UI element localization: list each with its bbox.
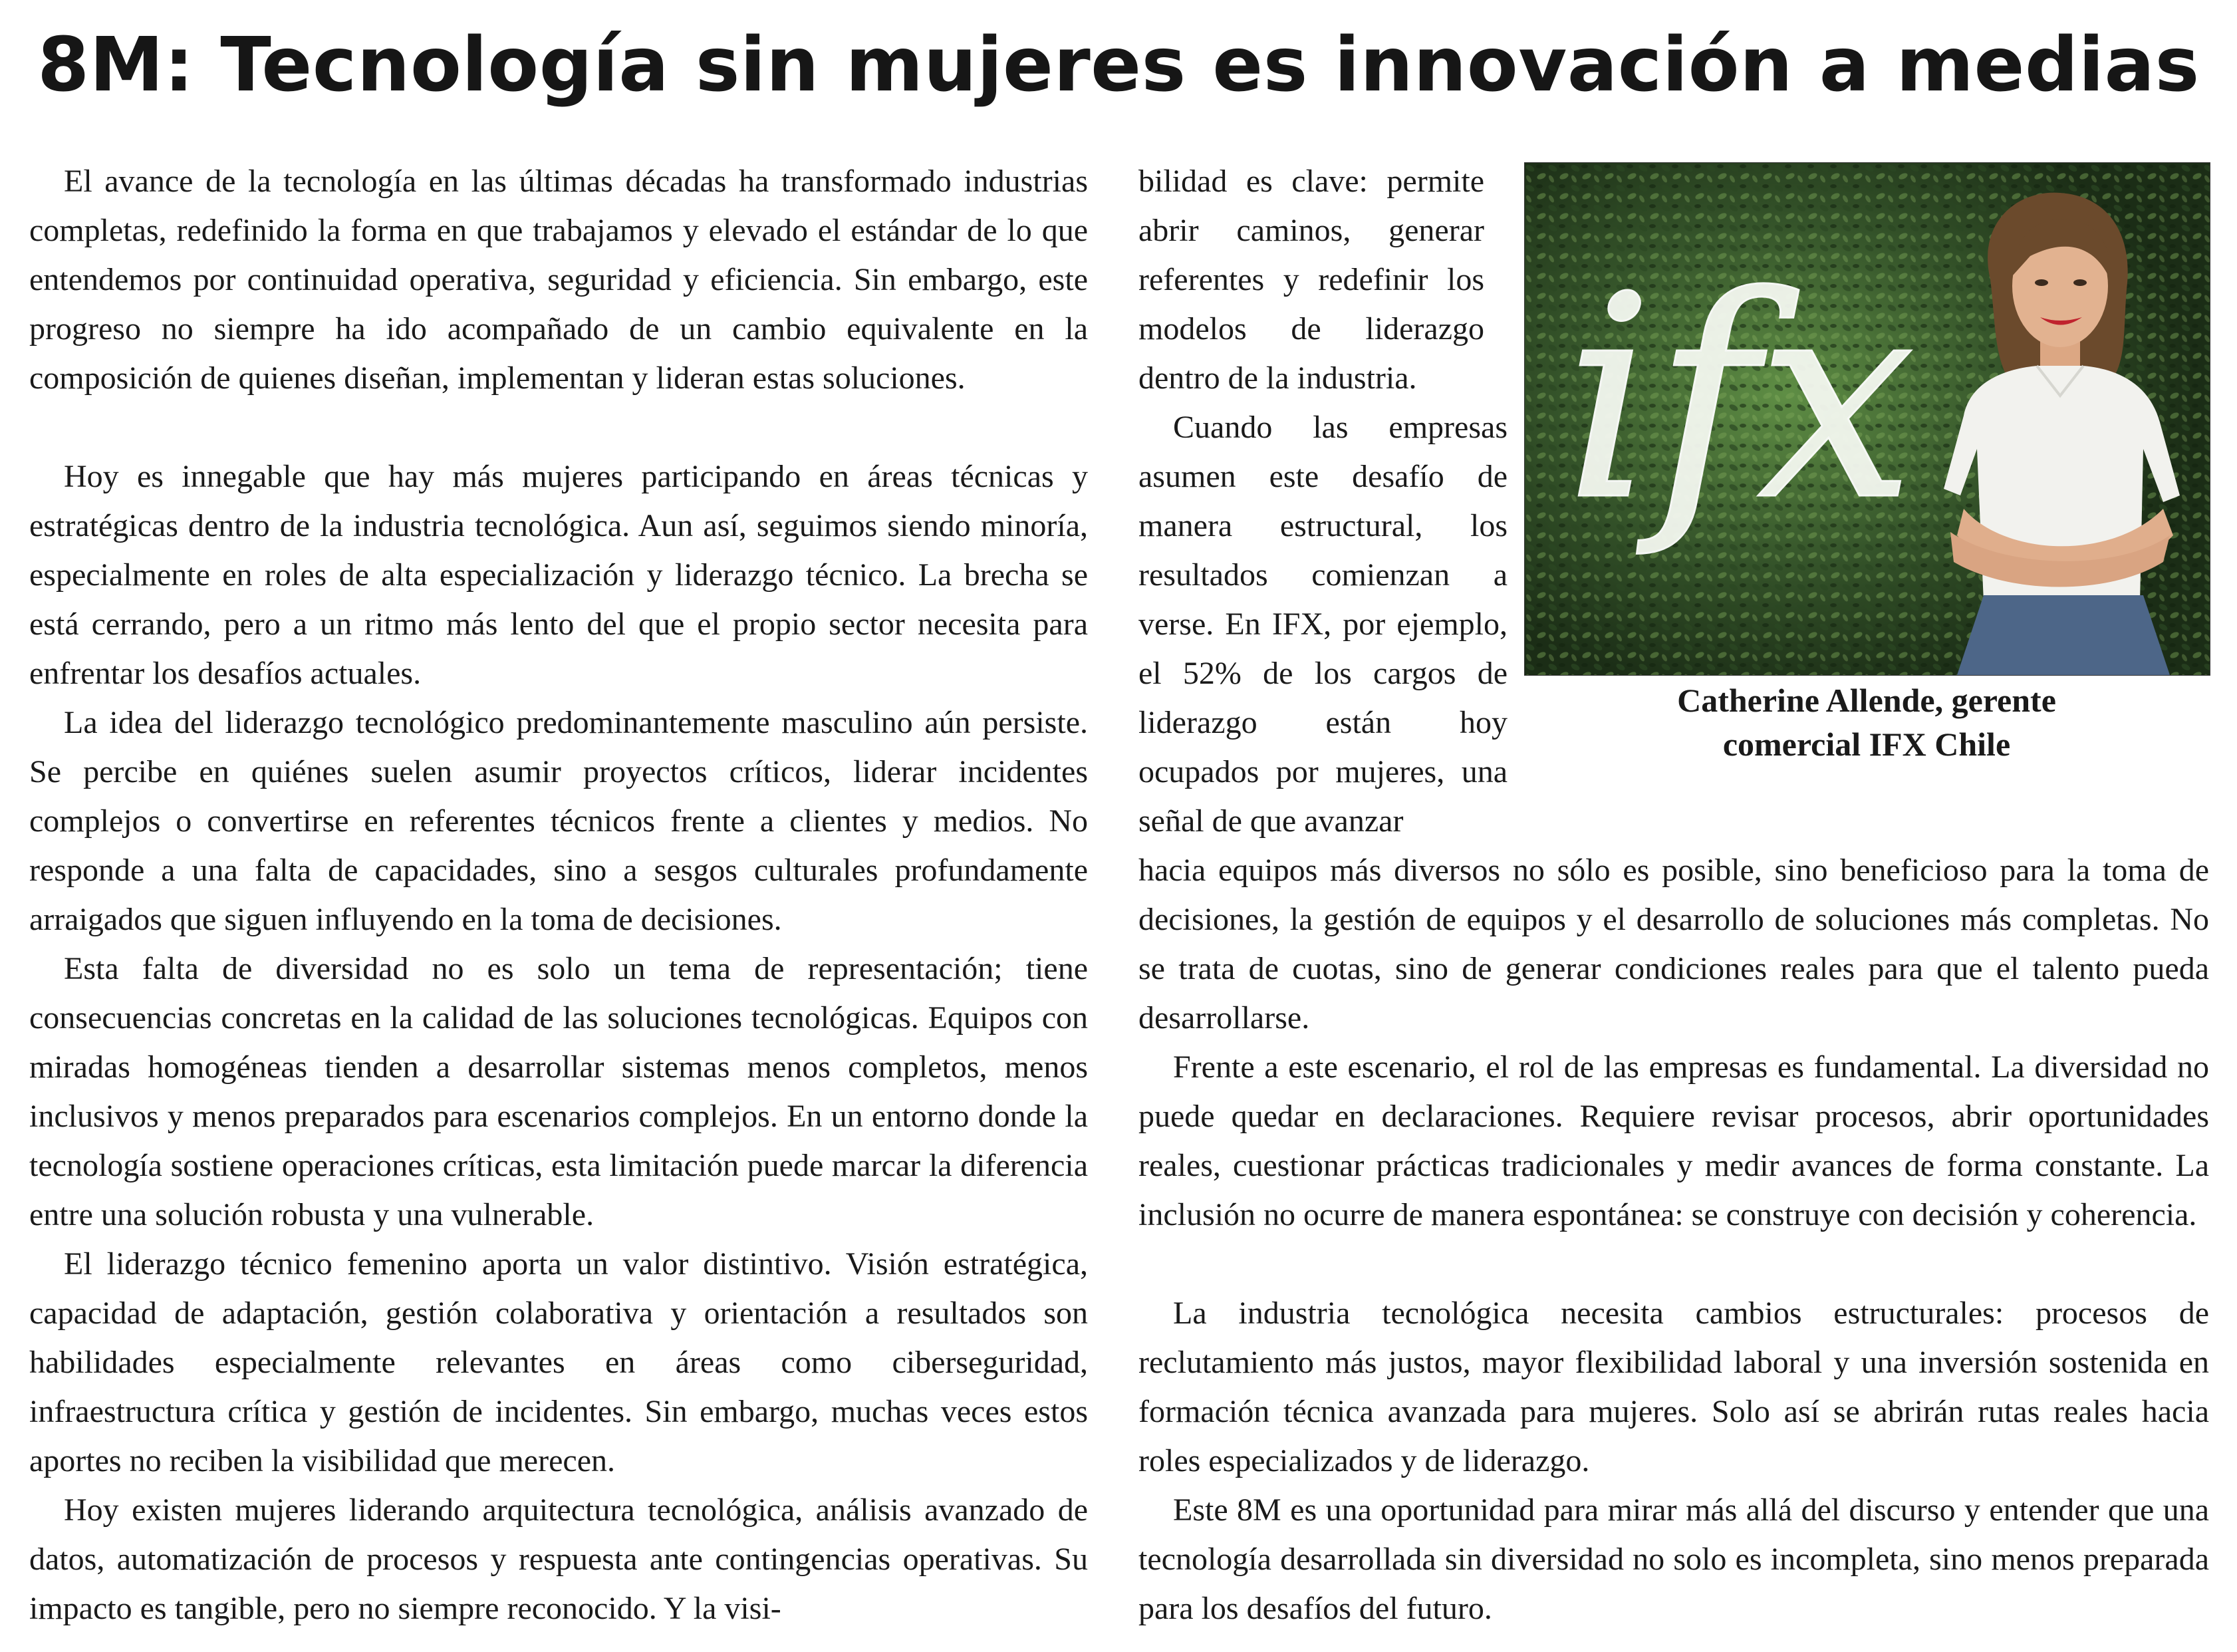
paragraph-3: La idea del liderazgo tecnológico predominantemente masculino aún persiste. Se percibe en quiénes suelen asumir proyectos críticos, liderar incidentes complejos o convertirse en referentes técnicos frente a clientes y medios. No responde a una falta de capacidades, sino a sesgos culturales profundamente arraigados que siguen influyendo en la toma de decisiones. [29,705,1088,937]
caption-line-1: Catherine Allende, gerente [1677,682,2056,719]
paragraph-2: Hoy es innegable que hay más mujeres participando en áreas técnicas y estratégicas dentro de la industria tecnológica. Aun así, seguimos siendo minoría, especialmente en roles de alta especialización y liderazgo técnico. La brecha se está cerrando, pero a un ritmo más lento del que el propio sector necesita para enfrentar los desafíos actuales. [29,459,1088,691]
paragraph-6: Hoy existen mujeres liderando arquitectura tecnológica, análisis avanzado de datos, automatización de procesos y respuesta ante contingencias operativas. Su impacto es tangible, pero no siempre reconocido. Y la visi- [29,1492,1088,1626]
photo-caption [1524,678,2209,766]
article-photo [1524,162,2210,676]
paragraph-9: hacia equipos más diversos no sólo es posible, sino beneficioso para la toma de decisiones, la gestión de equipos y el desarrollo de soluciones más completas. No se trata de cuotas, sino de generar condiciones reales para que el talento pueda desarrollarse. [1138,853,2209,1035]
caption-line-2: comercial IFX Chile [1722,726,2011,763]
paragraph-12: Este 8M es una oportunidad para mirar más allá del discurso y entender que una tecnología desarrollada sin diversidad no solo es incompleta, sino menos preparada para los desafíos del futuro. [1138,1492,2209,1626]
paragraph-4: Esta falta de diversidad no es solo un tema de representación; tiene consecuencias concretas en la calidad de las soluciones tecnológicas. Equipos con miradas homogéneas tienden a desarrollar sistemas menos completos, menos inclusivos y menos preparados para escenarios complejos. En un entorno donde la tecnología sostiene operaciones críticas, esta limitación puede marcar la diferencia entre una solución robusta y una vulnerable. [29,951,1088,1232]
ifx-logo [1565,237,1915,562]
paragraph-5: El liderazgo técnico femenino aporta un valor distintivo. Visión estratégica, capacidad de adaptación, gestión colaborativa y orientación a resultados son habilidades especialmente relevantes en áreas como ciberseguridad, infraestructura crítica y gestión de incidentes. Sin embargo, muchas veces estos aportes no reciben la visibilidad que merecen. [29,1246,1088,1478]
ifx-logo-text: ifx [1565,237,1915,562]
paragraph-10: Frente a este escenario, el rol de las empresas es fundamental. La diversidad no puede quedar en declaraciones. Requiere revisar procesos, abrir oportunidades reales, cuestionar prácticas tradicionales y medir avances de forma constante. La inclusión no ocurre de manera espontánea: se construye con decisión y coherencia. [1138,1049,2209,1232]
article-title: 8M: Tecnología sin mujeres es innovación a medias [37,22,2200,108]
paragraph-1: El avance de la tecnología en las últimas décadas ha transformado industrias completas, redefinido la forma en que trabajamos y elevado el estándar de lo que entendemos por continuidad operativa, seguridad y eficiencia. Sin embargo, este progreso no siempre ha ido acompañado de un cambio equivalente en la composición de quienes diseñan, implementan y lideran estas soluciones. [29,164,1088,396]
paragraph-7: bilidad es clave: permite abrir caminos, generar referentes y redefinir los modelos de liderazgo dentro de la industria. [1138,164,1484,396]
paragraph-8: Cuando las empresas asumen este desafío de manera estructural, los resultados comienzan a verse. En IFX, por ejemplo, el 52% de los cargos de liderazgo están hoy ocupados por mujeres, una señal de que avanzar [1138,410,1508,839]
paragraph-11: La industria tecnológica necesita cambios estructurales: procesos de reclutamiento más justos, mayor flexibilidad laboral y una inversión sostenida en formación técnica avanzada para mujeres. Solo así se abrirán rutas reales hacia roles especializados y de liderazgo. [1138,1296,2209,1478]
